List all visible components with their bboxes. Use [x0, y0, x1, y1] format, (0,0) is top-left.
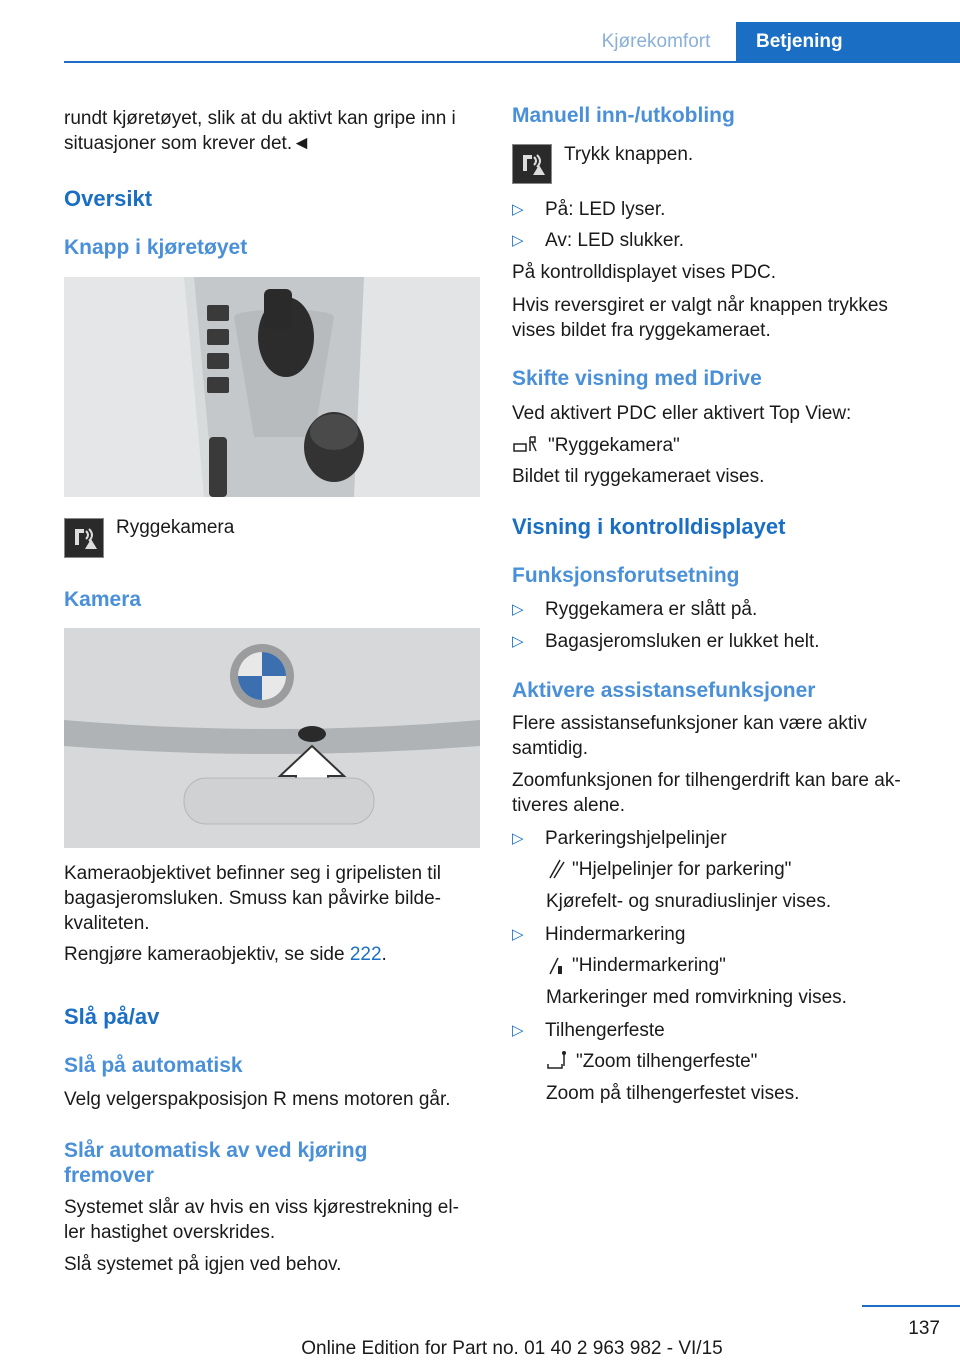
menu-zoom-tilhengerfeste[interactable]: "Zoom tilhengerfeste"	[576, 1051, 758, 1072]
pdc-text: På kontrolldisplayet vises PDC.	[512, 262, 776, 283]
switch-result: Bildet til ryggekameraet vises.	[512, 466, 765, 487]
park-result: Kjørefelt- og snuradiuslinjer vises.	[546, 891, 832, 912]
switch-text: Ved aktivert PDC eller aktivert Top View:	[512, 403, 852, 424]
trailer-hitch-icon	[546, 1050, 570, 1072]
auto-paragraph: Velg velgerspakposisjon R mens motoren går.	[64, 1089, 451, 1110]
footer-rule	[862, 1305, 960, 1307]
header-rule	[64, 61, 960, 63]
menu-ryggekamera[interactable]: "Ryggekamera"	[548, 435, 680, 456]
kamera-paragraph: Kameraobjektivet befinner seg i gripelisten til bagasjeromsluken. Smuss kan påvirke bilde- kvaliteten.	[64, 863, 442, 934]
parking-lines-icon	[546, 858, 566, 880]
obstacle-marking-icon	[546, 954, 566, 976]
list-item: ▷ På: LED lyser.	[512, 199, 666, 220]
bullet-triangle-icon: ▷	[512, 926, 524, 943]
heading-display: Visning i kontrolldisplayet	[512, 514, 786, 539]
reverse-paragraph: Hvis reversgiret er valgt når knappen trykkes vises bildet fra ryggekameraet.	[512, 295, 888, 341]
list-item: ▷ Av: LED slukker.	[512, 230, 685, 251]
rear-camera-menu-icon	[512, 434, 540, 456]
bullet-triangle-icon: ▷	[512, 633, 524, 650]
zoom-paragraph: Zoomfunksjonen for tilhengerdrift kan bare ak- tiveres alene.	[512, 770, 901, 816]
bullet-triangle-icon: ▷	[512, 830, 524, 847]
intro-paragraph: rundt kjøretøyet, slik at du aktivt kan gripe inn i situasjoner som krever det.◄	[64, 108, 456, 154]
clean-paragraph: Rengjøre kameraobjektiv, se side 222.	[64, 944, 387, 965]
bullet-triangle-icon: ▷	[512, 601, 524, 618]
page-link[interactable]: 222	[349, 944, 382, 965]
section-tab[interactable]: Kjørekomfort	[601, 31, 711, 52]
assist-paragraph: Flere assistansefunksjoner kan være aktiv samtidig.	[512, 713, 867, 759]
list-item: ▷ Tilhengerfeste	[512, 1020, 665, 1041]
page-number: 137	[908, 1318, 940, 1339]
list-item: ▷ Bagasjeromsluken er lukket helt.	[512, 631, 820, 652]
bullet-triangle-icon: ▷	[512, 201, 524, 218]
again-paragraph: Slå systemet på igjen ved behov.	[64, 1254, 342, 1275]
camera-button-icon-2	[512, 144, 552, 184]
heading-auto: Slå på automatisk	[64, 1054, 243, 1077]
bullet-triangle-icon: ▷	[512, 232, 524, 249]
list-item: ▷ Ryggekamera er slått på.	[512, 599, 758, 620]
heading-knapp: Knapp i kjøretøyet	[64, 236, 248, 259]
camera-button-caption: Ryggekamera	[116, 517, 235, 538]
heading-autooff: Slår automatisk av ved kjøring fremover	[64, 1139, 368, 1187]
list-item: ▷ Parkeringshjelpelinjer	[512, 828, 727, 849]
heading-oversikt: Oversikt	[64, 186, 153, 211]
autooff-paragraph: Systemet slår av hvis en viss kjørestrekning el- ler hastighet overskrides.	[64, 1197, 459, 1243]
heading-sla: Slå på/av	[64, 1004, 160, 1029]
menu-hjelpelinjer[interactable]: "Hjelpelinjer for parkering"	[572, 859, 792, 880]
heading-kamera: Kamera	[64, 588, 142, 611]
chapter-tab[interactable]: Betjening	[736, 22, 960, 62]
press-text: Trykk knappen.	[564, 144, 694, 165]
heading-req: Funksjonsforutsetning	[512, 564, 740, 587]
hitch-result: Zoom på tilhengerfestet vises.	[546, 1083, 800, 1104]
heading-manual: Manuell inn-/utkobling	[512, 104, 735, 127]
edition-footer: Online Edition for Part no. 01 40 2 963 982 - VI/15	[301, 1338, 723, 1359]
obst-result: Markeringer med romvirkning vises.	[546, 987, 847, 1008]
heading-switch: Skifte visning med iDrive	[512, 367, 762, 390]
console-photo	[64, 277, 480, 497]
tailgate-photo	[64, 628, 480, 848]
list-item: ▷ Hindermarkering	[512, 924, 686, 945]
camera-button-icon	[64, 518, 104, 558]
bullet-triangle-icon: ▷	[512, 1022, 524, 1039]
menu-hindermarkering[interactable]: "Hindermarkering"	[572, 955, 726, 976]
heading-assist: Aktivere assistansefunksjoner	[512, 679, 816, 702]
